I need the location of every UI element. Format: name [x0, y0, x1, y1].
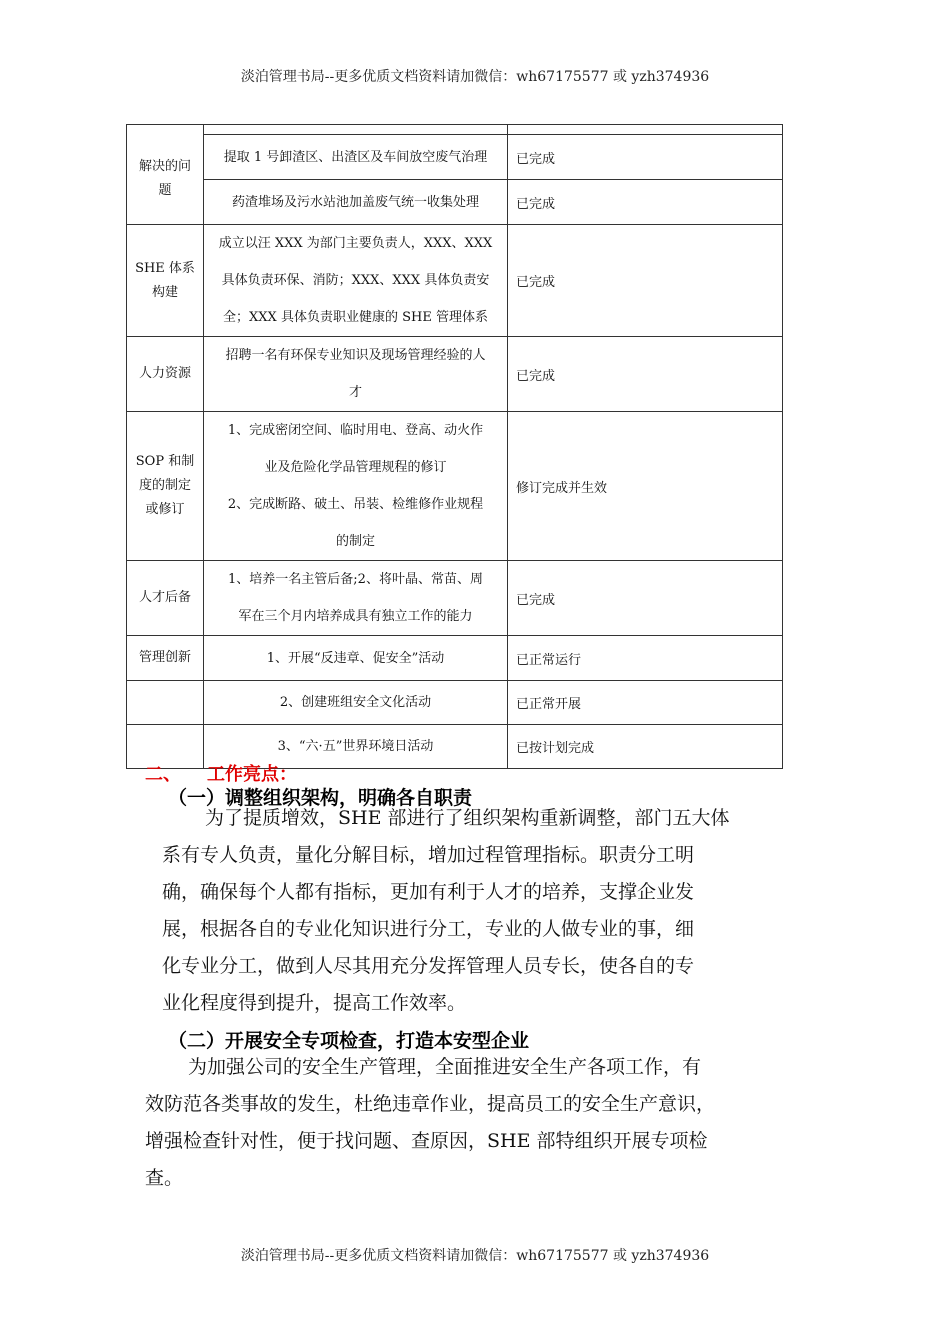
table-row — [127, 412, 783, 561]
table-row — [127, 135, 783, 180]
paragraph-2: 为加强公司的安全生产管理，全面推进安全生产各项工作，有 效防范各类事故的发生，杜绝违章作业，提高员工的安全生产意识， 增强检查针对性，便于找问题、查原因，SHE 部特组织开展专项检 查。 — [145, 1056, 716, 1189]
table-row — [127, 561, 783, 636]
row-item: 药渣堆场及污水站池加盖废气统一收集处理 — [204, 180, 508, 225]
row-status: 已完成 — [508, 135, 783, 180]
table-row — [127, 225, 783, 337]
row-item: 1、培养一名主管后备;2、将叶晶、常苗、周 军在三个月内培养成具有独立工作的能力 — [204, 561, 508, 636]
section-number: 二、 — [145, 764, 181, 785]
row-status: 已正常开展 — [508, 681, 783, 725]
section-title: 工作亮点： — [207, 764, 297, 785]
table-row — [127, 180, 783, 225]
row-status: 已完成 — [508, 180, 783, 225]
row-status: 已正常运行 — [508, 636, 783, 681]
table-row — [127, 681, 783, 725]
row-item: 成立以汪 XXX 为部门主要负责人，XXX、XXX 具体负责环保、消防；XXX、XXX 具体负责安 全；XXX 具体负责职业健康的 SHE 管理体系 — [204, 225, 508, 337]
row-item: 1、开展“反违章、促安全”活动 — [204, 636, 508, 681]
row-category: 解决的问 题 — [127, 135, 204, 225]
row-item: 3、“六·五”世界环境日活动 — [204, 725, 508, 769]
page-header: 淡泊管理书局--更多优质文档资料请加微信：wh67175577 或 yzh374936 — [240, 69, 710, 85]
table-row — [127, 337, 783, 412]
row-item: 招聘一名有环保专业知识及现场管理经验的人 才 — [204, 337, 508, 412]
work-summary-table — [126, 124, 783, 769]
row-category: 人才后备 — [127, 561, 204, 636]
row-status: 已按计划完成 — [508, 725, 783, 769]
subsection-heading-1: （一）调整组织架构，明确各自职责 — [168, 787, 473, 809]
row-item: 1、完成密闭空间、临时用电、登高、动火作 业及危险化学品管理规程的修订 2、完成断路、破土、吊装、检维修作业规程 的制定 — [204, 412, 508, 561]
row-category — [127, 681, 204, 725]
row-category: SOP 和制 度的制定 或修订 — [127, 412, 204, 561]
paragraph-1: 为了提质增效，SHE 部进行了组织架构重新调整，部门五大体 系有专人负责，量化分解目标，增加过程管理指标。职责分工明 确，确保每个人都有指标，更加有利于人才的培养，支撑企业发 展，根据各自的专业化知识进行分工，专业的人做专业的事，细 化专业分工，做到人尽其用充分发挥管理人员专长，使各自的专 业化程度得到提升，提高工作效率。 — [162, 807, 730, 1014]
row-category: 人力资源 — [127, 337, 204, 412]
row-item: 2、创建班组安全文化活动 — [204, 681, 508, 725]
subsection-heading-2: （二）开展安全专项检查，打造本安型企业 — [168, 1030, 530, 1052]
row-status: 已完成 — [508, 225, 783, 337]
row-status: 已完成 — [508, 337, 783, 412]
page-footer: 淡泊管理书局--更多优质文档资料请加微信：wh67175577 或 yzh374936 — [240, 1248, 710, 1264]
row-item: 提取 1 号卸渣区、出渣区及车间放空废气治理 — [204, 135, 508, 180]
row-status: 已完成 — [508, 561, 783, 636]
row-category: SHE 体系 构建 — [127, 225, 204, 337]
table-row — [127, 636, 783, 681]
row-category: 管理创新 — [127, 636, 204, 681]
table-row-top-spacer — [127, 125, 783, 135]
row-status: 修订完成并生效 — [508, 412, 783, 561]
